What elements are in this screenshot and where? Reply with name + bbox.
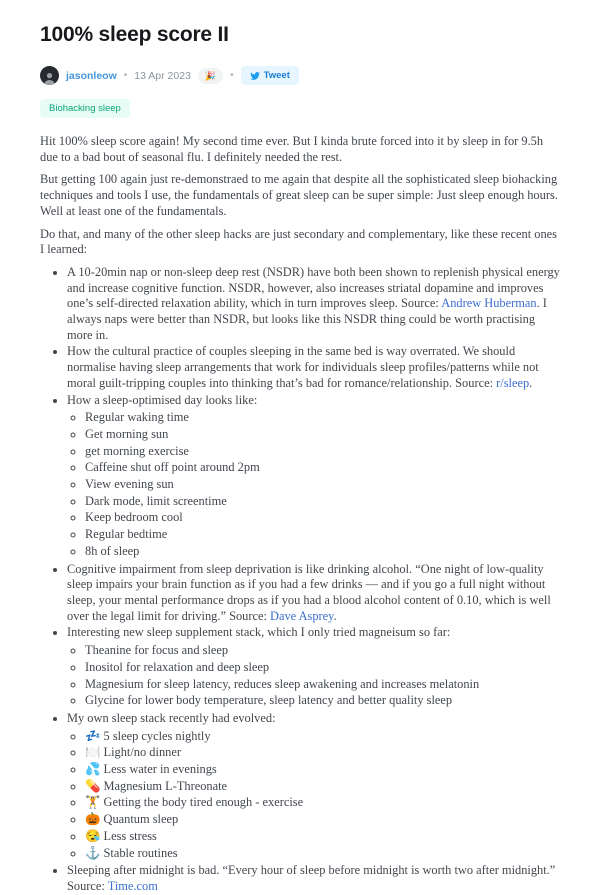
tag-row: [40, 98, 560, 118]
list-item: • Sleeping after midnight is bad. “Every hour of sleep before midnight is worth two after midnight.” Source: Time.com: [67, 863, 560, 894]
sub-list-item: ◦ 🍽️ Light/no dinner: [85, 745, 560, 761]
byline: [40, 66, 560, 85]
page-title: 100% sleep score II: [40, 23, 229, 46]
inline-link[interactable]: r/sleep: [496, 375, 530, 390]
sub-list-item: ◦ Regular waking time: [85, 410, 560, 426]
list-item: • Cognitive impairment from sleep deprivation is like drinking alcohol. “One night of low-quality sleep impairs your brain function as if you had a few drinks — and if you go a full night without sleep, your mental performance drops as if you had a blood alcohol content of 0.10, which is well over the legal limit for driving.” Source: Dave Asprey.: [67, 562, 560, 625]
byline-separator: •: [123, 70, 128, 81]
sub-list-item: ◦ 😪 Less stress: [85, 829, 560, 845]
byline-separator: •: [230, 70, 234, 81]
sub-list-item: ◦ Dark mode, limit screentime: [85, 494, 560, 510]
sub-list-item: ◦ Theanine for focus and sleep: [85, 643, 560, 659]
bullet-list: [40, 265, 560, 895]
tag-biohacking-sleep[interactable]: Biohacking sleep: [40, 99, 130, 118]
sub-list-item: ◦ 8h of sleep: [85, 544, 560, 560]
inline-link[interactable]: Andrew Huberman: [441, 296, 537, 311]
article-body: [40, 134, 560, 895]
sub-list-item: ◦ get morning exercise: [85, 444, 560, 460]
sub-bullet-list: [67, 729, 560, 862]
post-date: 13 Apr 2023: [134, 69, 191, 82]
paragraph: But getting 100 again just re-demonstraed to me again that despite all the sophisticated sleep biohacking techniques and tools I use, the fundamentals of great sleep can be super simple: Just sleep enough hours. Well at least one of the fundamentals.: [40, 172, 558, 218]
sub-list-item: ◦ View evening sun: [85, 477, 560, 493]
sub-list-item: ◦ Inositol for relaxation and deep sleep: [85, 660, 560, 676]
tweet-button[interactable]: [241, 66, 299, 85]
sub-list-item: ◦ Magnesium for sleep latency, reduces sleep awakening and increases melatonin: [85, 677, 560, 693]
inline-link[interactable]: Dave Asprey: [270, 608, 334, 623]
paragraph: Hit 100% sleep score again! My second time ever. But I kinda brute forced into it by sleep in for 9.5h due to a bad bout of seasonal flu. I definitely needed the rest.: [40, 134, 544, 164]
sub-list-item: ◦ Caffeine shut off point around 2pm: [85, 460, 560, 476]
sub-bullet-list: [67, 643, 560, 709]
sub-list-item: ◦ 🎃 Quantum sleep: [85, 812, 560, 828]
sub-list-item: ◦ Get morning sun: [85, 427, 560, 443]
list-item: • How the cultural practice of couples sleeping in the same bed is way overrated. We should normalise having sleep arrangements that work for individuals sleep profiles/patterns while not moral guilt-tripping couples into thinking that’s bad for romance/relationship. Source: r/sleep.: [67, 344, 560, 391]
sub-bullet-list: [67, 410, 560, 559]
list-item: • Interesting new sleep supplement stack, which I only tried magneisum so far: ◦ Theanine for focus and sleep ◦ Inositol for relaxation and deep sleep ◦ Magnesium for sleep latency, reduces sleep awakening and increases melatonin ◦ Glycine for lower body temperature, sleep latency and better quality sleep: [67, 625, 560, 709]
author-link[interactable]: jasonleow: [66, 69, 117, 82]
sub-list-item: ◦ 💤 5 sleep cycles nightly: [85, 729, 560, 745]
person-silhouette-icon: [42, 70, 57, 85]
inline-link[interactable]: Time.com: [107, 878, 158, 893]
sub-list-item: ◦ 💦 Less water in evenings: [85, 762, 560, 778]
twitter-bird-icon: [250, 71, 260, 81]
tweet-button-label: Tweet: [263, 70, 290, 81]
sub-list-item: ◦ 🏋️ Getting the body tired enough - exercise: [85, 795, 560, 811]
paragraph: Do that, and many of the other sleep hacks are just secondary and complementary, like these recent ones I learned:: [40, 226, 558, 257]
sub-list-item: ◦ ⚓ Stable routines: [85, 846, 560, 862]
sub-list-item: ◦ Keep bedroom cool: [85, 510, 560, 526]
sub-list-item: ◦ Regular bedtime: [85, 527, 560, 543]
list-item: • A 10-20min nap or non-sleep deep rest (NSDR) have both been shown to replenish physical energy and increase cognitive function. NSDR, however, also increases striatal dopamine and improves one’s self-directed relaxation ability, which in turn improves sleep. Source: Andrew Huberman. I always naps were better than NSDR, but looks like this NSDR thing could be worth practising more in.: [67, 265, 560, 344]
avatar[interactable]: [40, 66, 59, 85]
list-item: • How a sleep-optimised day looks like: ◦ Regular waking time ◦ Get morning sun ◦ get morning exercise ◦ Caffeine shut off point around 2pm ◦ View evening sun ◦ Dark mode, limit screentime ◦ Keep bedroom cool ◦ Regular bedtime ◦ 8h of sleep: [67, 393, 560, 560]
celebration-badge[interactable]: [198, 68, 223, 84]
sub-list-item: ◦ Glycine for lower body temperature, sleep latency and better quality sleep: [85, 693, 560, 709]
party-popper-emoji: 🎉: [204, 70, 217, 81]
list-item: • My own sleep stack recently had evolved: ◦ 💤 5 sleep cycles nightly ◦ 🍽️ Light/no dinner ◦ 💦 Less water in evenings ◦ 💊 Magnesium L-Threonate ◦ 🏋️ Getting the body tired enough - exercise ◦ 🎃 Quantum sleep ◦ 😪 Less stress ◦ ⚓ Stable routines: [67, 711, 560, 861]
sub-list-item: ◦ 💊 Magnesium L-Threonate: [85, 779, 560, 795]
